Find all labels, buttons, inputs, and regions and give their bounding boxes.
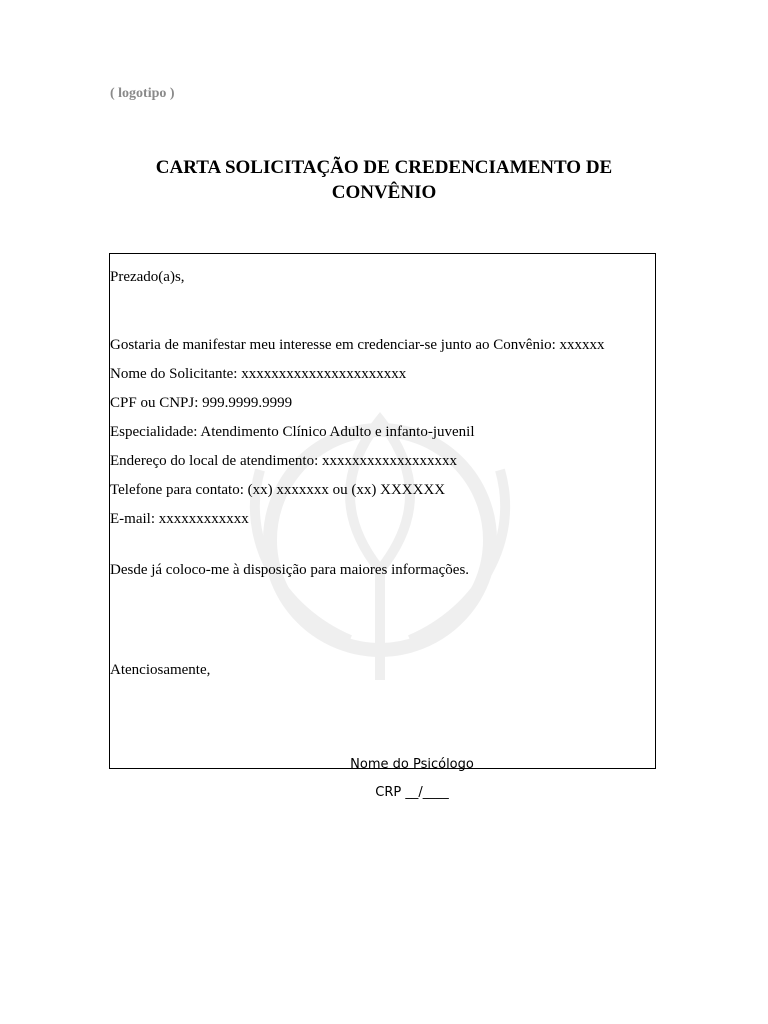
interest-line: Gostaria de manifestar meu interesse em credenciar-se junto ao Convênio: xxxxxx [110,337,605,353]
closing: Atenciosamente, [110,662,211,678]
specialty: Especialidade: Atendimento Clínico Adulto e infanto-juvenil [110,424,475,440]
greeting: Prezado(a)s, [110,269,185,285]
document-title [110,155,658,205]
title-line-1: CARTA SOLICITAÇÃO DE CREDENCIAMENTO DE [155,157,613,178]
email: E-mail: xxxxxxxxxxxx [110,511,249,527]
address: Endereço do local de atendimento: xxxxxxxxxxxxxxxxxx [110,453,457,469]
phone: Telefone para contato: (xx) xxxxxxx ou (xx) XXXXXX [110,482,446,498]
crp-number: CRP __/____ [375,785,449,800]
logo-placeholder: ( logotipo ) [110,86,175,101]
title-line-2: CONVÊNIO [331,182,437,203]
availability-line: Desde já coloco-me à disposição para maiores informações. [110,562,470,578]
cpf-cnpj: CPF ou CNPJ: 999.9999.9999 [110,395,293,411]
applicant-name: Nome do Solicitante: xxxxxxxxxxxxxxxxxxxxxx [110,366,407,382]
psychologist-name: Nome do Psicólogo [350,757,474,772]
